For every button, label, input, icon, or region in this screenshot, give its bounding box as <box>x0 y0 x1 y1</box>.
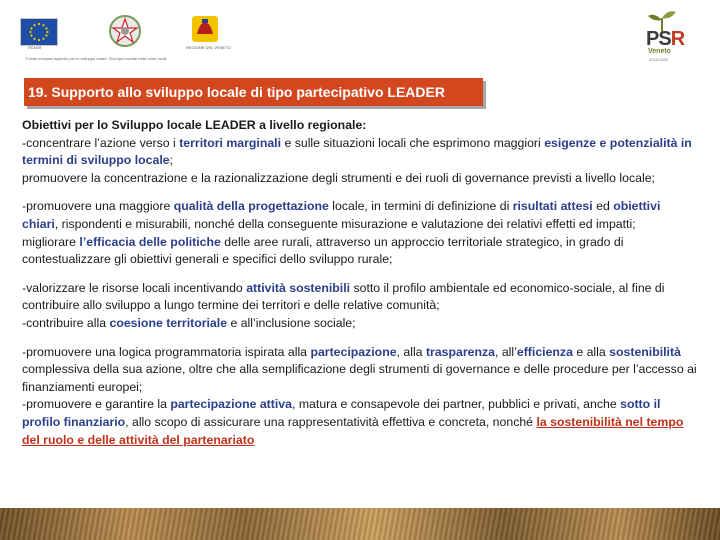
eu-caption: FEASR <box>28 45 42 50</box>
page-title: 19. Supporto allo sviluppo locale di tipo partecipativo LEADER <box>24 78 483 106</box>
objective-paragraph: promuovere la concentrazione e la razionalizzazione degli strumenti e dei ruoli di governance previsti a livello locale; <box>22 170 655 185</box>
psr-region: Veneto <box>648 48 671 55</box>
objective-paragraph: -contribuire alla coesione territoriale e all’inclusione sociale; <box>22 315 356 330</box>
wheat-field-strip <box>0 508 720 540</box>
section-heading: Obiettivi per lo Sviluppo locale LEADER a livello regionale: <box>22 118 367 132</box>
psr-years: 2014-2020 <box>649 57 669 62</box>
objective-paragraph: -promuovere una maggiore qualità della progettazione locale, in termini di definizione di risultati attesi ed obiettivi chiari, rispondenti e misurabili, nonché della conseguente misurazione e valutazione dei relativi effetti ed impatti; <box>22 199 661 231</box>
veneto-caption: REGIONE DEL VENETO <box>186 45 231 50</box>
veneto-lion-icon <box>190 14 220 44</box>
content-body <box>22 117 698 449</box>
psr-logo-text: PSR <box>646 28 685 50</box>
eu-flag-icon <box>20 18 58 46</box>
objective-paragraph: -valorizzare le risorse locali incentivando attività sostenibili sotto il profilo ambientale ed economico-sociale, al fine di contribuire allo sviluppo a lungo termine dei territori e delle relative comunità; <box>22 280 665 313</box>
objective-paragraph: -promuovere e garantire la partecipazione attiva, matura e consapevole dei partner, pubblici e privati, anche sotto il profilo finanziario, allo scopo di assicurare una rappresentatività effettiva e concreta, nonché la sostenibilità nel tempo del ruolo e delle attività del partenariato <box>22 397 684 447</box>
objective-paragraph: -promuovere una logica programmatoria ispirata alla partecipazione, alla trasparenza, all’efficienza e alla sostenibilità complessiva della sua azione, oltre che alla semplificazione degli strumenti di governance e delle procedure per l’accesso ai finanziamenti europei; <box>22 344 697 394</box>
objective-paragraph: migliorare l’efficacia delle politiche delle aree rurali, attraverso un approccio territoriale strategico, in grado di contestualizzare gli obiettivi generali e specifici dello sviluppo rurale; <box>22 234 624 267</box>
objective-paragraph: -concentrare l’azione verso i territori marginali e sulle situazioni locali che esprimono maggiori esigenze e potenzialità in termini di sviluppo locale; <box>22 135 692 168</box>
italian-emblem-icon <box>108 14 142 48</box>
fund-tagline: Fondo europeo agricolo per lo sviluppo rurale: l'Europa investe nelle zone rurali <box>26 56 167 61</box>
partnership-sustainability-link[interactable]: la sostenibilità nel tempo del ruolo e delle attività del partenariato <box>22 414 684 447</box>
logo-bar <box>0 0 720 70</box>
